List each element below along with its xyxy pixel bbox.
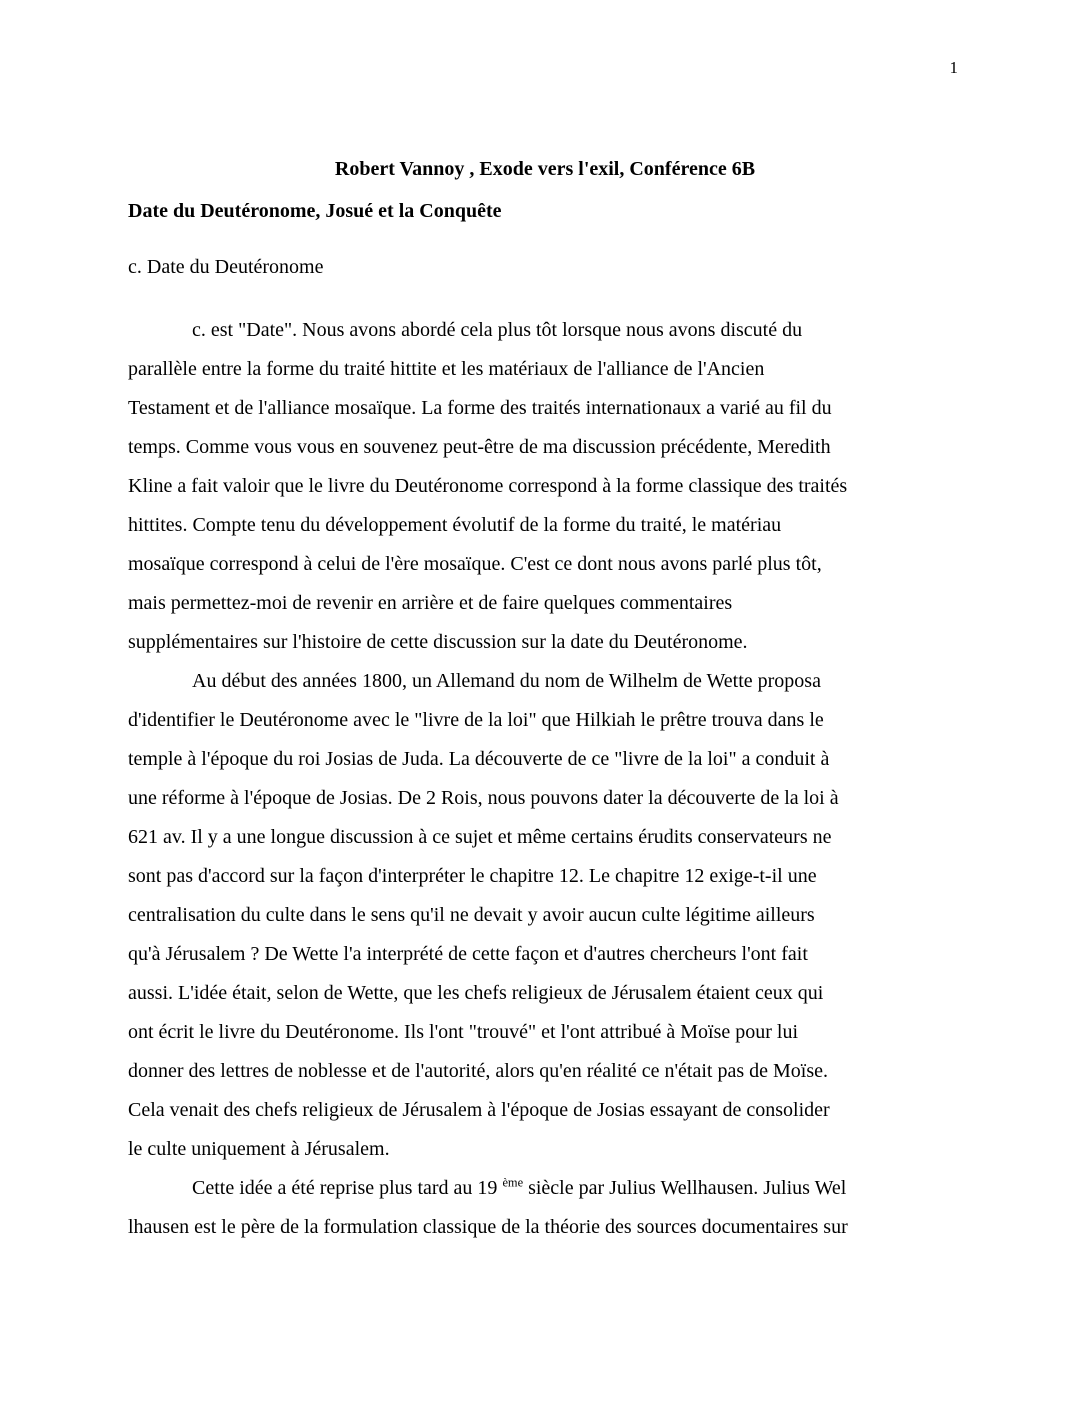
text-line: Kline a fait valoir que le livre du Deutéronome correspond à la forme classique des traités [128, 475, 848, 497]
text-line: centralisation du culte dans le sens qu'il ne devait y avoir aucun culte légitime ailleurs [128, 904, 815, 926]
text-line: Cela venait des chefs religieux de Jérusalem à l'époque de Josias essayant de consolider [128, 1099, 830, 1121]
text-line: sont pas d'accord sur la façon d'interpréter le chapitre 12. Le chapitre 12 exige-t-il une [128, 865, 817, 887]
text-line: qu'à Jérusalem ? De Wette l'a interprété de cette façon et d'autres chercheurs l'ont fait [128, 943, 808, 965]
text-line: temps. Comme vous vous en souvenez peut-être de ma discussion précédente, Meredith [128, 436, 831, 458]
text-line: Testament et de l'alliance mosaïque. La forme des traités internationaux a varié au fil du [128, 397, 832, 419]
text-line: Cette idée a été reprise plus tard au 19 $^{ème}$ siècle par Julius Wellhausen. Julius Wel [192, 1175, 847, 1199]
text-line: hittites. Compte tenu du développement évolutif de la forme du traité, le matériau [128, 514, 782, 536]
text-line: ont écrit le livre du Deutéronome. Ils l'ont "trouvé" et l'ont attribué à Moïse pour lui [128, 1021, 799, 1043]
document-subtitle: Date du Deutéronome, Josué et la Conquête [128, 200, 502, 222]
text-line: d'identifier le Deutéronome avec le "livre de la loi" que Hilkiah le prêtre trouva dans le [128, 709, 824, 731]
text-line: Au début des années 1800, un Allemand du nom de Wilhelm de Wette proposa [192, 670, 821, 692]
text-line: aussi. L'idée était, selon de Wette, que les chefs religieux de Jérusalem étaient ceux qui [128, 982, 824, 1004]
text-line: mais permettez-moi de revenir en arrière et de faire quelques commentaires [128, 592, 733, 614]
section-heading: c. Date du Deutéronome [128, 256, 324, 278]
paragraphs-container [128, 311, 962, 1247]
text-line: lhausen est le père de la formulation classique de la théorie des sources documentaires sur [128, 1216, 848, 1238]
text-line: temple à l'époque du roi Josias de Juda. La découverte de ce "livre de la loi" a conduit à [128, 748, 830, 770]
text-line: supplémentaires sur l'histoire de cette discussion sur la date du Deutéronome. [128, 631, 748, 653]
text-line: donner des lettres de noblesse et de l'autorité, alors qu'en réalité ce n'était pas de Moïse. [128, 1060, 829, 1082]
text-line: une réforme à l'époque de Josias. De 2 Rois, nous pouvons dater la découverte de la loi à [128, 787, 839, 809]
text-line: le culte uniquement à Jérusalem. [128, 1138, 390, 1160]
text-line: mosaïque correspond à celui de l'ère mosaïque. C'est ce dont nous avons parlé plus tôt, [128, 553, 822, 575]
page-number: 1 [949, 58, 958, 77]
text-line: c. est "Date". Nous avons abordé cela plus tôt lorsque nous avons discuté du [192, 319, 803, 341]
text-line: parallèle entre la forme du traité hittite et les matériaux de l'alliance de l'Ancien [128, 358, 765, 380]
document-title: Robert Vannoy , Exode vers l'exil, Conférence 6B [334, 158, 756, 180]
text-line: 621 av. Il y a une longue discussion à ce sujet et même certains érudits conservateurs ne [128, 826, 832, 848]
document-body [128, 148, 962, 1247]
